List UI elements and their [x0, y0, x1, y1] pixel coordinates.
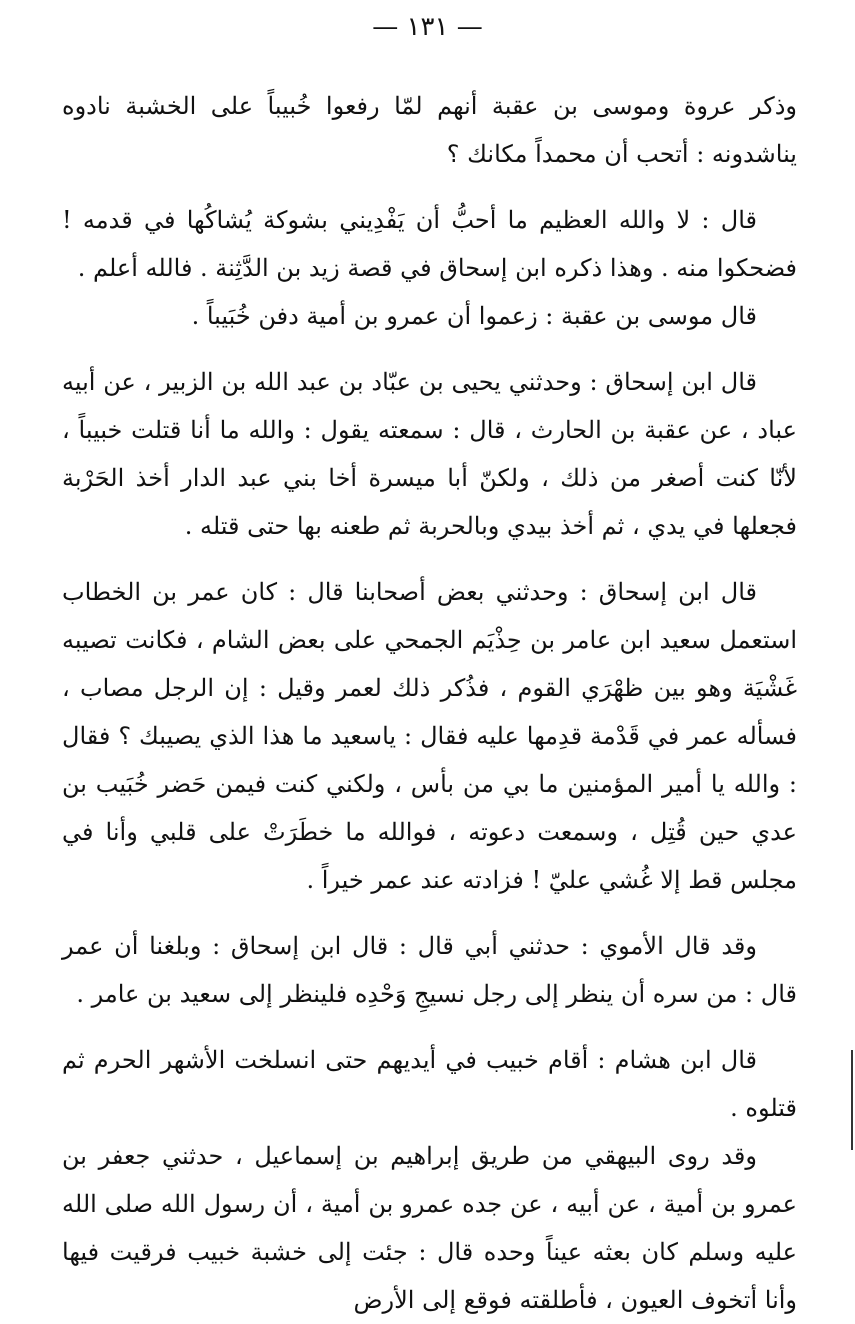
paragraph-8: وقد روى البيهقي من طريق إبراهيم بن إسماعيل ، حدثني جعفر بن عمرو بن أمية ، عن أبيه ، عن جده عمرو بن أمية ، أن رسول الله صلى الله عليه وسلم كان بعثه عيناً وحده قال : جئت إلى خشبة خبيب فرقيت فيها وأنا أتخوف العيون ، فأطلقته فوقع إلى الأرض	[62, 1142, 797, 1314]
paragraph-3: قال موسى بن عقبة : زعموا أن عمرو بن أمية دفن خُبَيباً .	[191, 302, 757, 330]
paragraph-2: قال : لا والله العظيم ما أحبُّ أن يَفْدِيني بشوكة يُشاكُها في قدمه ! فضحكوا منه . وهذا ذكره ابن إسحاق في قصة زيد بن الدَّثِنة . فالله أعلم .	[62, 206, 797, 282]
paragraph-4: قال ابن إسحاق : وحدثني يحيى بن عبّاد بن عبد الله بن الزبير ، عن أبيه عباد ، عن عقبة بن الحارث ، قال : سمعته يقول : والله ما أنا قتلت خبيباً ، لأنّا كنت أصغر من ذلك ، ولكنّ أبا ميسرة أخا بني عبد الدار أخذ الحَرْبة فجعلها في يدي ، ثم أخذ بيدي وبالحربة ثم طعنه بها حتى قتله .	[62, 368, 797, 540]
page-number: — ١٣١ —	[372, 12, 483, 42]
body-text	[62, 82, 797, 1324]
paragraph-5: قال ابن إسحاق : وحدثني بعض أصحابنا قال : كان عمر بن الخطاب استعمل سعيد ابن عامر بن حِذْيَم الجمحي على بعض الشام ، فكانت تصيبه غَشْيَة وهو بين ظهْرَي القوم ، فذُكر ذلك لعمر وقيل : إن الرجل مصاب ، فسأله عمر في قَدْمة قدِمها عليه فقال : ياسعيد ما هذا الذي يصيبك ؟ فقال : والله يا أمير المؤمنين ما بي من بأس ، ولكني كنت فيمن حَضر خُبَيب بن عدي حين قُتِل ، وسمعت دعوته ، فوالله ما خطَرَتْ على قلبي وأنا في مجلس قط إلا غُشي عليّ ! فزادته عند عمر خيراً .	[62, 578, 798, 894]
paragraph-7: قال ابن هشام : أقام خبيب في أيديهم حتى انسلخت الأشهر الحرم ثم قتلوه .	[62, 1046, 797, 1122]
paragraph-1: وذكر عروة وموسى بن عقبة أنهم لمّا رفعوا خُبيباً على الخشبة نادوه يناشدونه : أتحب أن محمداً مكانك ؟	[62, 92, 797, 168]
page-edge-mark	[851, 1050, 853, 1150]
paragraph-6: وقد قال الأموي : حدثني أبي قال : قال ابن إسحاق : وبلغنا أن عمر قال : من سره أن ينظر إلى رجل نسيجِ وَحْدِه فلينظر إلى سعيد بن عامر .	[62, 932, 797, 1008]
